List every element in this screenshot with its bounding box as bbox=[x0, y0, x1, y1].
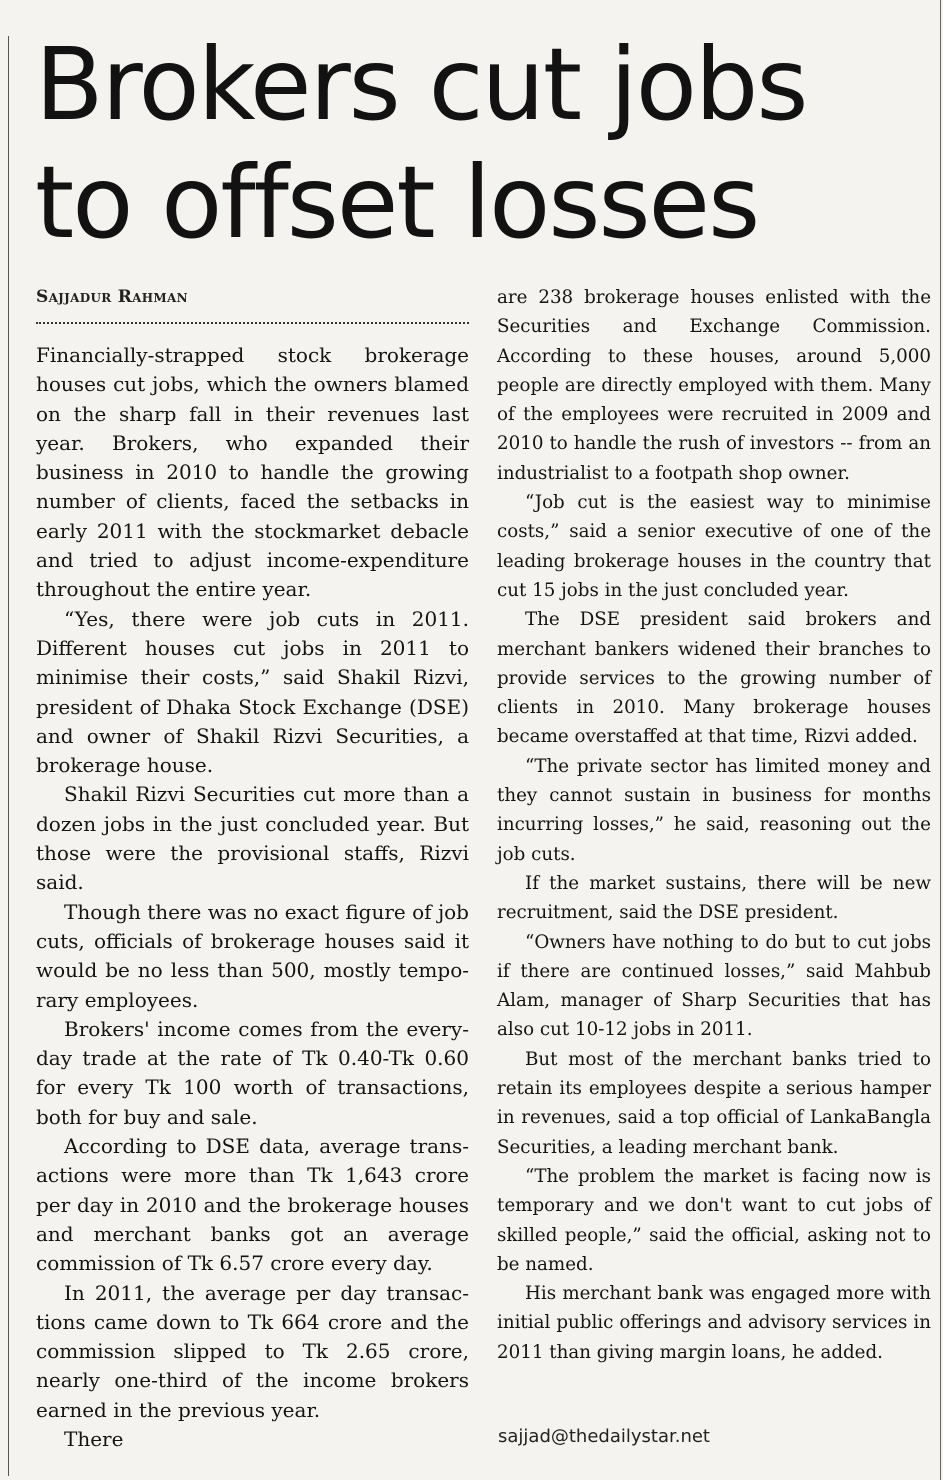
left-column-rule bbox=[8, 36, 9, 1476]
author-email: sajjad@thedailystar.net bbox=[498, 1426, 710, 1447]
paragraph: Brokers' income comes from the everyday trade at the rate of Tk 0.40-Tk 0.60 for every Tk 100 worth of transactions, both for buy and sale. bbox=[36, 1016, 469, 1129]
paragraph: But most of the merchant banks tried to retain its employees despite a serious hamper in revenues, said a top official of LankaBangla Securities, a leading merchant bank. bbox=[497, 1048, 931, 1158]
paragraph: According to DSE data, average transactions were more than Tk 1,643 crore per day in 2010 and the brokerage houses and merchant banks got an average commission of Tk 6.57 crore every day. bbox=[36, 1134, 469, 1276]
body-column-1 bbox=[36, 341, 469, 1454]
paragraph: “The problem the market is facing now is temporary and we don't want to cut jobs of skilled people,” said the official, asking not to be named. bbox=[497, 1165, 931, 1275]
byline-divider bbox=[36, 322, 469, 324]
paragraph: “Owners have nothing to do but to cut jobs if there are continued losses,” said Mahbub Alam, manager of Sharp Securities that has also cut 10-12 jobs in 2011. bbox=[497, 931, 931, 1041]
paragraph: In 2011, the average per day transactions came down to Tk 664 crore and the commission slipped to Tk 2.65 crore, nearly one-third of the income brokers earned in the previous year. bbox=[36, 1280, 469, 1422]
paragraph: “Job cut is the easiest way to minimise costs,” said a senior executive of one of the leading brokerage houses in the country that cut 15 jobs in the just concluded year. bbox=[497, 492, 931, 601]
headline-line-1: Brokers cut jobs bbox=[35, 26, 807, 143]
paragraph: The DSE president said brokers and merchant bankers widened their branches to provide services to the growing number of clients in 2010. Many brokerage houses became overstaffed at that time, Rizvi added. bbox=[497, 609, 931, 748]
headline bbox=[35, 26, 806, 262]
paragraph: Financially-strapped stock brokerage houses cut jobs, which the owners blamed on the sharp fall in their revenues last year. Brokers, who expanded their business in 2010 to handle the growing number of clients, faced the setbacks in early 2011 with the stockmarket debacle and tried to adjust income-expenditure throughout the entire year. bbox=[36, 343, 469, 602]
paragraph: “The private sector has limited money and they cannot sustain in business for months incurring losses,” he said, reasoning out the job cuts. bbox=[497, 755, 931, 865]
paragraph: His merchant bank was engaged more with initial public offerings and advisory services in 2011 than giving margin loans, he added. bbox=[497, 1283, 931, 1363]
paragraph: “Yes, there were job cuts in 2011. Different houses cut jobs in 2011 to minimise their costs,” said Shakil Rizvi, president of Dhaka Stock Exchange (DSE) and owner of Shakil Rizvi Securities, a brokerage house. bbox=[36, 606, 469, 778]
paragraph: Shakil Rizvi Securities cut more than a dozen jobs in the just concluded year. But those were the provisional staffs, Rizvi said. bbox=[36, 782, 469, 895]
body-column-2 bbox=[497, 283, 931, 1367]
paragraph: There bbox=[64, 1426, 124, 1451]
byline: Sajjadur Rahman bbox=[36, 287, 188, 307]
paragraph: Though there was no exact figure of job cuts, officials of brokerage houses said it would be no less than 500, mostly temporary employees. bbox=[36, 899, 469, 1012]
paragraph: If the market sustains, there will be new recruitment, said the DSE president. bbox=[497, 872, 931, 924]
headline-line-2: to offset losses bbox=[35, 144, 759, 261]
paragraph-continued: are 238 brokerage houses enlisted with the Securities and Exchange Commission. According to these houses, around 5,000 people are directly employed with them. Many of the employees were recruited in 2009 and 2010 to handle the rush of investors -- from an industrialist to a footpath shop owner. bbox=[497, 287, 931, 484]
right-column-rule bbox=[940, 0, 941, 1480]
